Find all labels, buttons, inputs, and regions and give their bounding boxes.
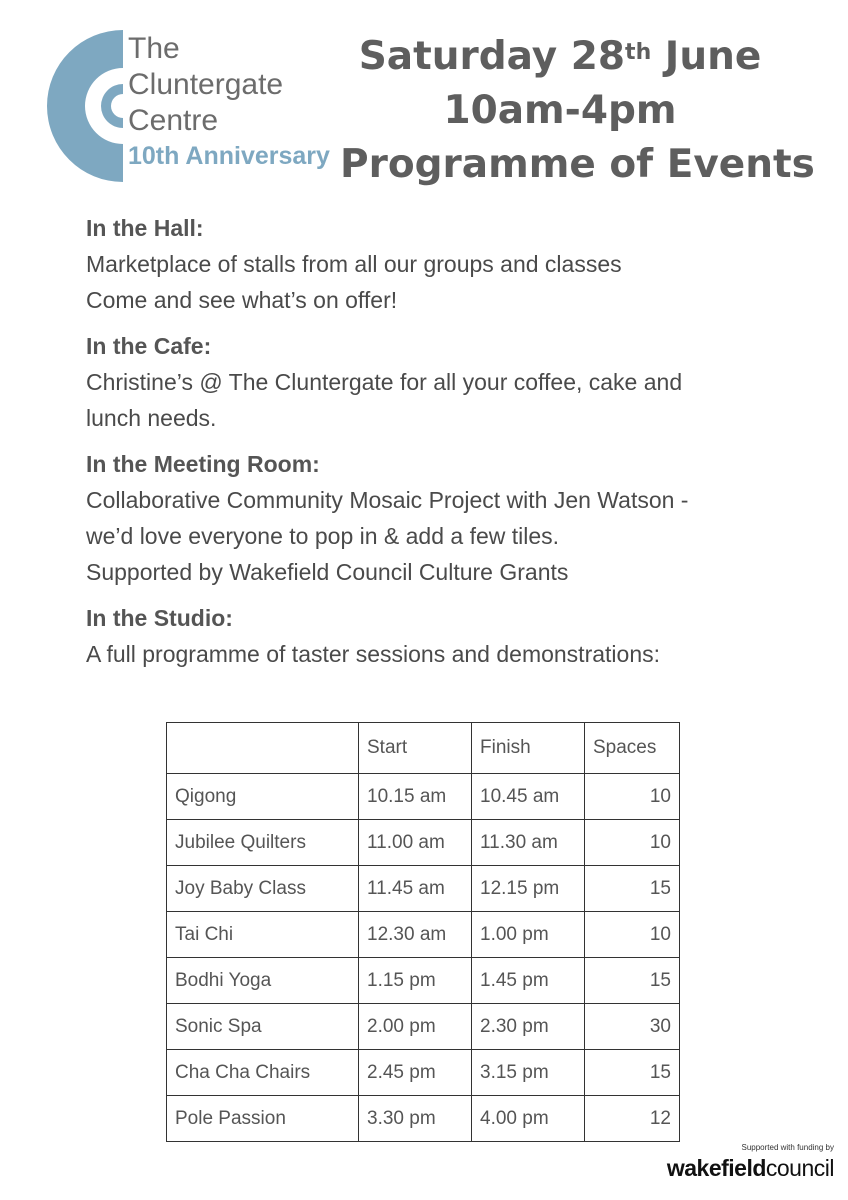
section-text: Supported by Wakefield Council Culture Grants: [86, 559, 569, 585]
date-suffix-ordinal: th: [625, 40, 652, 65]
studio-schedule-table: [166, 722, 680, 1142]
date-month: June: [651, 34, 762, 79]
section-text: Christine’s @ The Cluntergate for all your coffee, cake and: [86, 369, 683, 395]
section-hall: [86, 210, 806, 318]
logo-c-mark-icon: [44, 26, 128, 186]
session-finish: 10.45 am: [472, 774, 585, 820]
logo-line-the: The: [128, 32, 180, 65]
section-text: Collaborative Community Mosaic Project with Jen Watson -: [86, 487, 689, 513]
funder-logo: [667, 1143, 834, 1183]
section-text: lunch needs.: [86, 405, 217, 431]
event-header: [340, 30, 815, 192]
session-spaces: 15: [585, 958, 680, 1004]
session-start: 12.30 am: [359, 912, 472, 958]
section-heading: In the Studio:: [86, 605, 233, 631]
event-date: [340, 30, 780, 84]
section-text: A full programme of taster sessions and demonstrations:: [86, 641, 661, 667]
section-cafe: [86, 328, 806, 436]
section-meeting-room: [86, 446, 806, 590]
table-header-row: [167, 723, 680, 774]
session-spaces: 15: [585, 866, 680, 912]
table-row: [167, 1050, 680, 1096]
funder-name-bold: wakefield: [666, 1155, 766, 1181]
session-start: 2.00 pm: [359, 1004, 472, 1050]
session-start: 3.30 pm: [359, 1096, 472, 1142]
session-name: Pole Passion: [167, 1096, 359, 1142]
table-row: [167, 958, 680, 1004]
programme-sections: [86, 210, 806, 682]
table-row: [167, 866, 680, 912]
funder-note: Supported with funding by: [741, 1143, 834, 1152]
logo-anniversary: 10th Anniversary: [128, 142, 330, 170]
logo-line-cluntergate: Cluntergate: [128, 68, 284, 101]
session-name: Tai Chi: [167, 912, 359, 958]
section-heading: In the Cafe:: [86, 333, 212, 359]
session-start: 10.15 am: [359, 774, 472, 820]
session-finish: 1.45 pm: [472, 958, 585, 1004]
section-studio: [86, 600, 806, 672]
session-name: Sonic Spa: [167, 1004, 359, 1050]
page-title: Programme of Events: [340, 142, 815, 187]
table-row: [167, 912, 680, 958]
header-cell-blank: [167, 723, 359, 774]
section-heading: In the Hall:: [86, 215, 204, 241]
date-prefix: Saturday 28: [358, 34, 626, 79]
session-finish: 11.30 am: [472, 820, 585, 866]
session-spaces: 15: [585, 1050, 680, 1096]
table-row: [167, 820, 680, 866]
session-finish: 1.00 pm: [472, 912, 585, 958]
logo-line-centre: Centre: [128, 104, 219, 137]
section-heading: In the Meeting Room:: [86, 451, 320, 477]
header-cell-start: Start: [359, 723, 472, 774]
session-spaces: 30: [585, 1004, 680, 1050]
session-start: 2.45 pm: [359, 1050, 472, 1096]
session-name: Bodhi Yoga: [167, 958, 359, 1004]
table-row: [167, 1004, 680, 1050]
centre-logo: [44, 26, 344, 186]
session-start: 1.15 pm: [359, 958, 472, 1004]
session-spaces: 10: [585, 774, 680, 820]
funder-name-regular: council: [765, 1155, 834, 1181]
section-text: Come and see what’s on offer!: [86, 287, 398, 313]
session-finish: 3.15 pm: [472, 1050, 585, 1096]
header-cell-finish: Finish: [472, 723, 585, 774]
table-row: [167, 774, 680, 820]
session-finish: 2.30 pm: [472, 1004, 585, 1050]
header-cell-spaces: Spaces: [585, 723, 680, 774]
section-text: we’d love everyone to pop in & add a few tiles.: [86, 523, 560, 549]
session-name: Jubilee Quilters: [167, 820, 359, 866]
session-spaces: 10: [585, 912, 680, 958]
session-spaces: 12: [585, 1096, 680, 1142]
section-text: Marketplace of stalls from all our groups and classes: [86, 251, 622, 277]
session-finish: 4.00 pm: [472, 1096, 585, 1142]
session-finish: 12.15 pm: [472, 866, 585, 912]
table-row: [167, 1096, 680, 1142]
session-start: 11.00 am: [359, 820, 472, 866]
funder-name: [667, 1153, 834, 1183]
session-name: Joy Baby Class: [167, 866, 359, 912]
session-name: Qigong: [167, 774, 359, 820]
session-name: Cha Cha Chairs: [167, 1050, 359, 1096]
session-spaces: 10: [585, 820, 680, 866]
event-time: 10am-4pm: [443, 88, 677, 133]
session-start: 11.45 am: [359, 866, 472, 912]
